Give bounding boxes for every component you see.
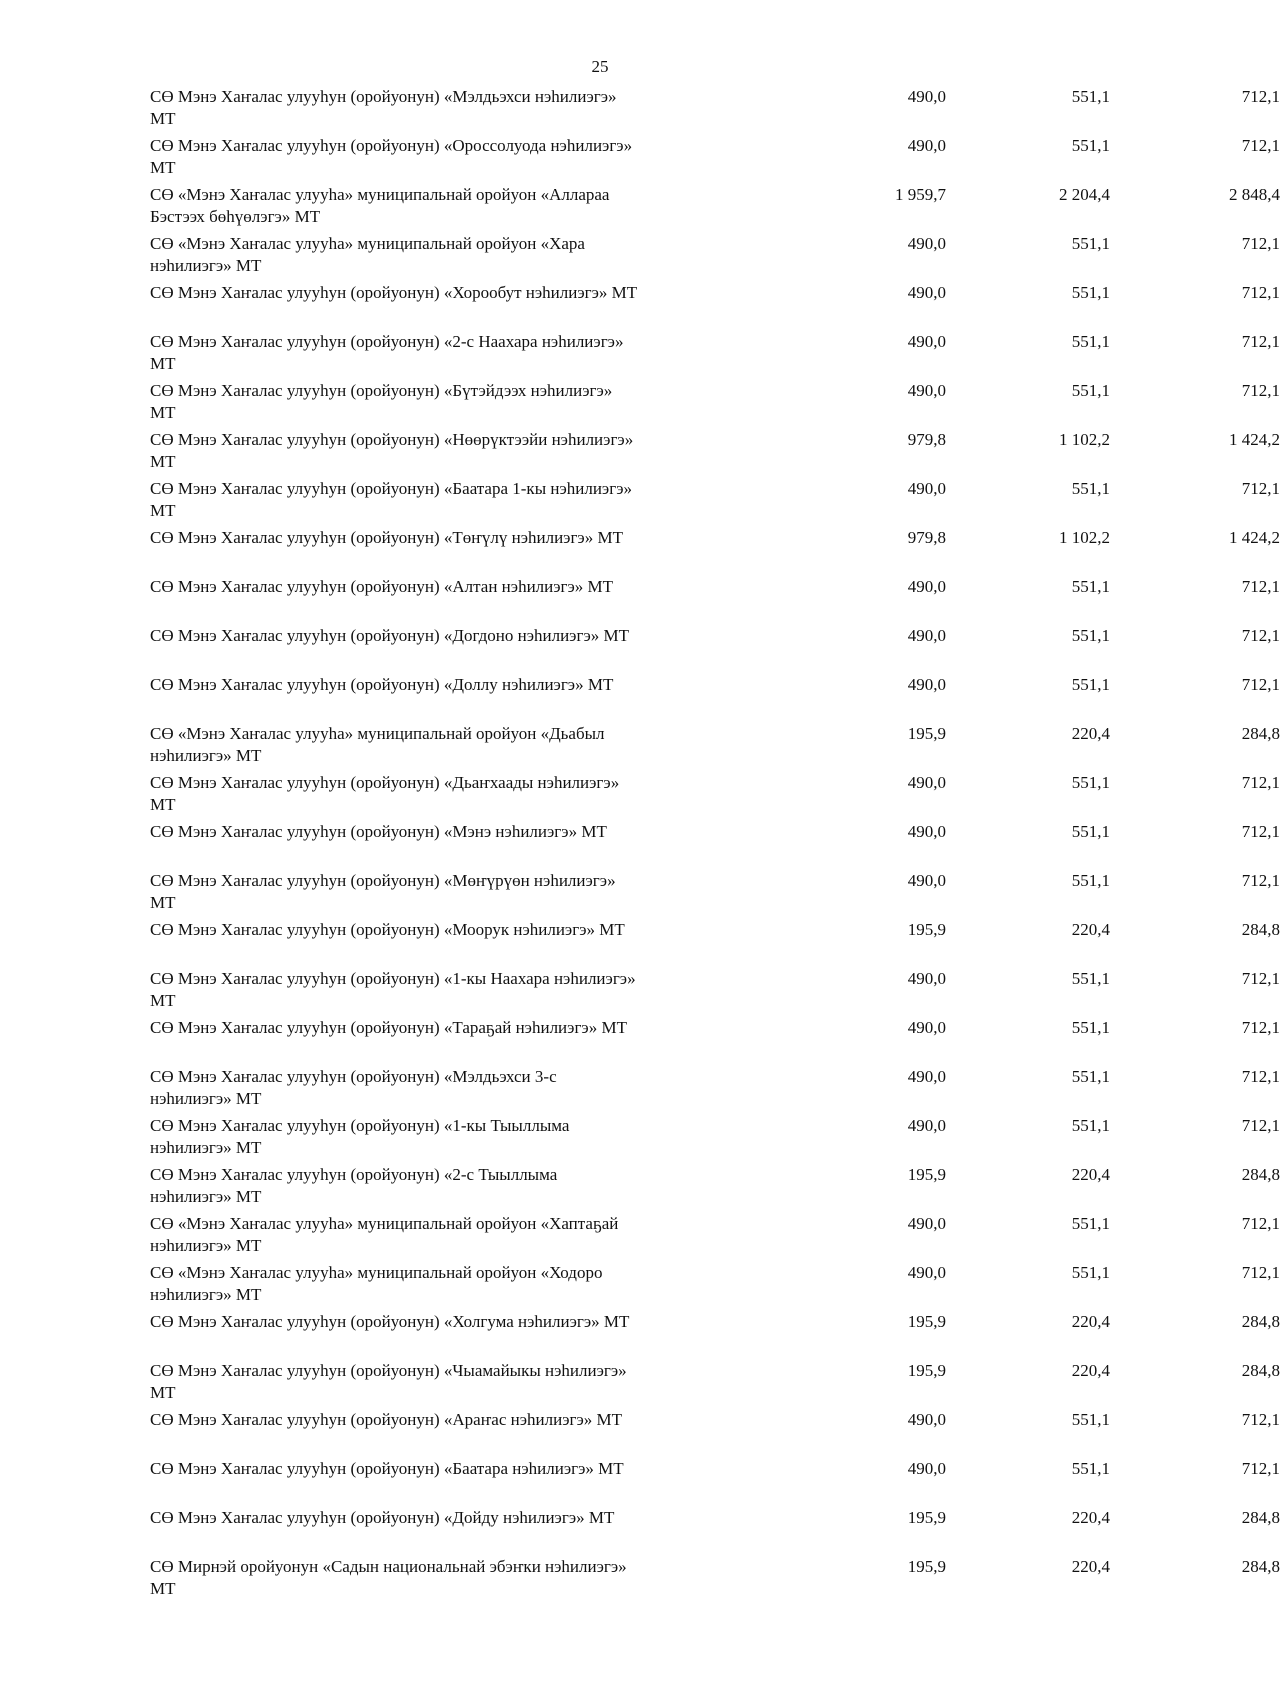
municipality-name: СӨ Мэнэ Хаҥалас улууһун (оройуонун) «1-кы Наахара нэһилиэгэ» МТ [150,969,636,1010]
value-column-2: 551,1 [1071,871,1110,890]
value-column-3: 712,1 [1241,675,1280,694]
value-column-1: 490,0 [907,1263,946,1282]
value-column-2: 551,1 [1071,1067,1110,1086]
value-column-3: 712,1 [1241,381,1280,400]
value-column-1: 490,0 [907,234,946,253]
value-column-3: 284,8 [1241,1361,1280,1380]
value-column-2: 551,1 [1071,577,1110,596]
value-column-1: 490,0 [907,577,946,596]
table-row [150,527,1280,576]
value-column-2: 551,1 [1071,1116,1110,1135]
table-row [150,1507,1280,1556]
value-column-3: 712,1 [1241,1410,1280,1429]
municipality-name: СӨ Мэнэ Хаҥалас улууһун (оройуонун) «2-с Наахара нэһилиэгэ» МТ [150,332,624,373]
table-row [150,331,1280,380]
value-column-3: 712,1 [1241,1459,1280,1478]
table-row [150,184,1280,233]
table-row [150,86,1280,135]
municipality-name: СӨ Мэнэ Хаҥалас улууһун (оройуонун) «Холгума нэһилиэгэ» МТ [150,1312,630,1331]
value-column-3: 712,1 [1241,283,1280,302]
value-column-3: 712,1 [1241,773,1280,792]
value-column-2: 551,1 [1071,381,1110,400]
value-column-3: 284,8 [1241,1508,1280,1527]
value-column-1: 490,0 [907,1410,946,1429]
value-column-3: 712,1 [1241,136,1280,155]
municipality-name: СӨ «Мэнэ Хаҥалас улууһа» муниципальнай оройуон «Дьабыл нэһилиэгэ» МТ [150,724,605,765]
value-column-2: 551,1 [1071,479,1110,498]
table-row [150,135,1280,184]
value-column-2: 551,1 [1071,1263,1110,1282]
municipality-name: СӨ Мэнэ Хаҥалас улууһун (оройуонун) «Моорук нэһилиэгэ» МТ [150,920,625,939]
table-row [150,1556,1280,1605]
value-column-2: 551,1 [1071,1410,1110,1429]
table-row [150,1262,1280,1311]
value-column-1: 490,0 [907,479,946,498]
value-column-1: 490,0 [907,1214,946,1233]
value-column-1: 490,0 [907,1116,946,1135]
table-row [150,478,1280,527]
table-row [150,1458,1280,1507]
municipality-name: СӨ Мирнэй оройуонун «Садын национальнай эбэҥки нэһилиэгэ» МТ [150,1557,627,1598]
value-column-3: 712,1 [1241,1214,1280,1233]
value-column-2: 551,1 [1071,1214,1110,1233]
table-row [150,1017,1280,1066]
table-row [150,870,1280,919]
table-row [150,1409,1280,1458]
value-column-2: 551,1 [1071,969,1110,988]
municipality-name: СӨ «Мэнэ Хаҥалас улууһа» муниципальнай оройуон «Хаптаҕай нэһилиэгэ» МТ [150,1214,619,1255]
table-row [150,1115,1280,1164]
value-column-1: 490,0 [907,773,946,792]
page-number: 25 [591,57,609,76]
value-column-1: 490,0 [907,332,946,351]
value-column-3: 712,1 [1241,234,1280,253]
value-column-1: 195,9 [907,1165,946,1184]
value-column-1: 490,0 [907,283,946,302]
budget-table [150,86,1280,1605]
value-column-3: 712,1 [1241,87,1280,106]
value-column-1: 195,9 [907,1361,946,1380]
municipality-name: СӨ Мэнэ Хаҥалас улууһун (оройуонун) «Баатара 1-кы нэһилиэгэ» МТ [150,479,633,520]
municipality-name: СӨ Мэнэ Хаҥалас улууһун (оройуонун) «Чыамайыкы нэһилиэгэ» МТ [150,1361,627,1402]
table-row [150,380,1280,429]
table-row [150,674,1280,723]
value-column-1: 490,0 [907,1018,946,1037]
municipality-name: СӨ Мэнэ Хаҥалас улууһун (оройуонун) «Мөҥүрүөн нэһилиэгэ» МТ [150,871,616,912]
municipality-name: СӨ «Мэнэ Хаҥалас улууһа» муниципальнай оройуон «Ходоро нэһилиэгэ» МТ [150,1263,603,1304]
value-column-3: 284,8 [1241,1165,1280,1184]
value-column-3: 2 848,4 [1229,185,1280,204]
value-column-2: 2 204,4 [1059,185,1110,204]
value-column-2: 551,1 [1071,87,1110,106]
value-column-1: 490,0 [907,675,946,694]
value-column-3: 712,1 [1241,822,1280,841]
value-column-3: 1 424,2 [1229,528,1280,547]
value-column-1: 490,0 [907,871,946,890]
municipality-name: СӨ Мэнэ Хаҥалас улууһун (оройуонун) «Дьаҥхаады нэһилиэгэ» МТ [150,773,620,814]
municipality-name: СӨ Мэнэ Хаҥалас улууһун (оройуонун) «Мэлдьэхси нэһилиэгэ» МТ [150,87,617,128]
municipality-name: СӨ Мэнэ Хаҥалас улууһун (оройуонун) «Араҥас нэһилиэгэ» МТ [150,1410,623,1429]
value-column-3: 284,8 [1241,1557,1280,1576]
municipality-name: СӨ Мэнэ Хаҥалас улууһун (оройуонун) «Доллу нэһилиэгэ» МТ [150,675,614,694]
value-column-2: 220,4 [1071,1312,1110,1331]
value-column-3: 712,1 [1241,1116,1280,1135]
value-column-2: 551,1 [1071,234,1110,253]
municipality-name: СӨ Мэнэ Хаҥалас улууһун (оройуонун) «Бүтэйдээх нэһилиэгэ» МТ [150,381,613,422]
value-column-1: 195,9 [907,724,946,743]
value-column-3: 284,8 [1241,920,1280,939]
value-column-2: 551,1 [1071,136,1110,155]
value-column-1: 195,9 [907,1557,946,1576]
value-column-3: 712,1 [1241,332,1280,351]
value-column-2: 220,4 [1071,920,1110,939]
value-column-3: 712,1 [1241,1018,1280,1037]
value-column-2: 220,4 [1071,724,1110,743]
municipality-name: СӨ Мэнэ Хаҥалас улууһун (оройуонун) «2-с Тыыллыма нэһилиэгэ» МТ [150,1165,558,1206]
value-column-1: 979,8 [907,528,946,547]
value-column-2: 551,1 [1071,332,1110,351]
value-column-1: 490,0 [907,136,946,155]
value-column-2: 551,1 [1071,283,1110,302]
table-row [150,625,1280,674]
value-column-1: 490,0 [907,87,946,106]
table-row [150,1164,1280,1213]
table-row [150,1066,1280,1115]
value-column-1: 490,0 [907,1067,946,1086]
value-column-2: 220,4 [1071,1165,1110,1184]
value-column-2: 551,1 [1071,1459,1110,1478]
table-row [150,429,1280,478]
value-column-3: 284,8 [1241,724,1280,743]
value-column-2: 551,1 [1071,626,1110,645]
value-column-1: 490,0 [907,1459,946,1478]
table-row [150,1360,1280,1409]
table-row [150,576,1280,625]
value-column-2: 220,4 [1071,1557,1110,1576]
value-column-1: 195,9 [907,1508,946,1527]
table-row [150,919,1280,968]
municipality-name: СӨ Мэнэ Хаҥалас улууһун (оройуонун) «Төҥүлү нэһилиэгэ» МТ [150,528,623,547]
value-column-1: 490,0 [907,822,946,841]
municipality-name: СӨ Мэнэ Хаҥалас улууһун (оройуонун) «Мэнэ нэһилиэгэ» МТ [150,822,607,841]
table-row [150,1311,1280,1360]
table-row [150,233,1280,282]
municipality-name: СӨ «Мэнэ Хаҥалас улууһа» муниципальнай оройуон «Хара нэһилиэгэ» МТ [150,234,585,275]
municipality-name: СӨ Мэнэ Хаҥалас улууһун (оройуонун) «Нөөрүктээйи нэһилиэгэ» МТ [150,430,634,471]
value-column-3: 712,1 [1241,969,1280,988]
municipality-name: СӨ Мэнэ Хаҥалас улууһун (оройуонун) «1-кы Тыыллыма нэһилиэгэ» МТ [150,1116,570,1157]
municipality-name: СӨ Мэнэ Хаҥалас улууһун (оройуонун) «Алтан нэһилиэгэ» МТ [150,577,614,596]
value-column-2: 551,1 [1071,675,1110,694]
municipality-name: СӨ Мэнэ Хаҥалас улууһун (оройуонун) «Баатара нэһилиэгэ» МТ [150,1459,624,1478]
municipality-name: СӨ Мэнэ Хаҥалас улууһун (оройуонун) «Догдоно нэһилиэгэ» МТ [150,626,629,645]
value-column-3: 712,1 [1241,577,1280,596]
value-column-2: 220,4 [1071,1508,1110,1527]
value-column-3: 712,1 [1241,626,1280,645]
table-row [150,968,1280,1017]
table-row [150,282,1280,331]
value-column-1: 979,8 [907,430,946,449]
municipality-name: СӨ Мэнэ Хаҥалас улууһун (оройуонун) «Дойду нэһилиэгэ» МТ [150,1508,615,1527]
value-column-1: 490,0 [907,626,946,645]
value-column-1: 195,9 [907,1312,946,1331]
table-row [150,821,1280,870]
table-row [150,772,1280,821]
municipality-name: СӨ Мэнэ Хаҥалас улууһун (оройуонун) «Мэлдьэхси 3-с нэһилиэгэ» МТ [150,1067,557,1108]
value-column-3: 712,1 [1241,871,1280,890]
value-column-2: 220,4 [1071,1361,1110,1380]
value-column-1: 490,0 [907,381,946,400]
table-row [150,723,1280,772]
municipality-name: СӨ Мэнэ Хаҥалас улууһун (оройуонун) «Ороссолуода нэһилиэгэ» МТ [150,136,633,177]
municipality-name: СӨ «Мэнэ Хаҥалас улууһа» муниципальнай оройуон «Аллараа Бэстээх бөһүөлэгэ» МТ [150,185,610,226]
value-column-2: 551,1 [1071,822,1110,841]
value-column-2: 1 102,2 [1059,430,1110,449]
table-row [150,1213,1280,1262]
value-column-3: 284,8 [1241,1312,1280,1331]
value-column-3: 712,1 [1241,1263,1280,1282]
value-column-2: 551,1 [1071,1018,1110,1037]
value-column-1: 1 959,7 [895,185,946,204]
value-column-1: 195,9 [907,920,946,939]
value-column-1: 490,0 [907,969,946,988]
value-column-3: 712,1 [1241,479,1280,498]
value-column-2: 551,1 [1071,773,1110,792]
municipality-name: СӨ Мэнэ Хаҥалас улууһун (оройуонун) «Тараҕай нэһилиэгэ» МТ [150,1018,627,1037]
value-column-3: 1 424,2 [1229,430,1280,449]
municipality-name: СӨ Мэнэ Хаҥалас улууһун (оройуонун) «Хорообут нэһилиэгэ» МТ [150,283,638,302]
value-column-2: 1 102,2 [1059,528,1110,547]
value-column-3: 712,1 [1241,1067,1280,1086]
